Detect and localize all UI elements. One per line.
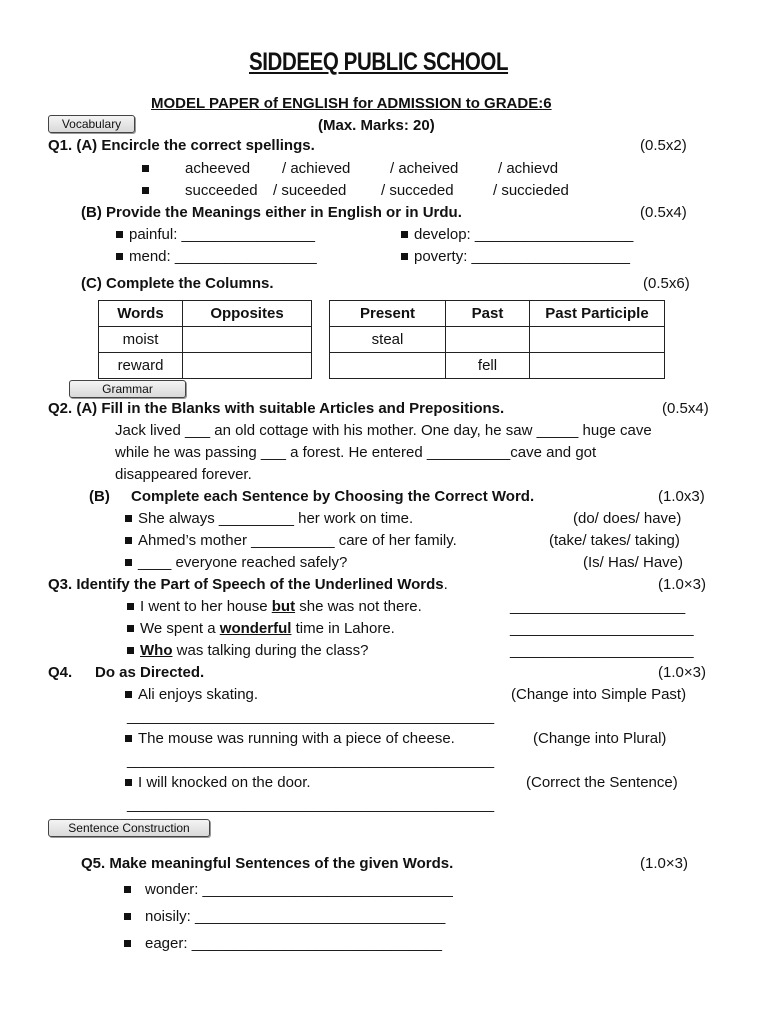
paper-title: MODEL PAPER of ENGLISH for ADMISSION to GRADE:6 — [151, 95, 552, 112]
bullet-icon — [401, 231, 408, 238]
q2b-title: Complete each Sentence by Choosing the Correct Word. — [131, 488, 535, 505]
table-cell — [183, 327, 312, 353]
q5-title: Q5. Make meaningful Sentences of the given Words. — [81, 855, 454, 872]
spelling-option: / succeded — [381, 182, 454, 199]
passage-line: Jack lived ___ an old cottage with his mother. One day, he saw _____ huge cave — [115, 422, 652, 439]
q1b-marks: (0.5x4) — [640, 204, 687, 221]
word-options: (do/ does/ have) — [573, 510, 682, 527]
table-header: Present — [330, 301, 446, 327]
sentence-word-item: eager: ______________________________ — [124, 935, 442, 952]
table-cell — [530, 353, 665, 379]
q1a-title: Q1. (A) Encircle the correct spellings. — [48, 137, 315, 154]
bullet-icon — [125, 735, 132, 742]
bullet-icon — [125, 779, 132, 786]
table-cell — [183, 353, 312, 379]
q1a-marks: (0.5x2) — [640, 137, 687, 154]
meaning-item: mend: _________________ — [116, 248, 317, 265]
vocabulary-tag: Vocabulary — [48, 115, 135, 133]
table-cell — [530, 327, 665, 353]
answer-line: ______________________ — [510, 642, 694, 659]
bullet-icon — [142, 165, 149, 172]
sentence-item: ____ everyone reached safely? — [125, 554, 347, 571]
sentence-item: She always _________ her work on time. — [125, 510, 413, 527]
q1b-title: (B) Provide the Meanings either in English or in Urdu. — [81, 204, 462, 221]
sentence-word-item: noisily: ______________________________ — [124, 908, 445, 925]
pos-item: We spent a wonderful time in Lahore. — [127, 620, 395, 637]
answer-line: _____________________ — [510, 598, 686, 615]
q2b-label: (B) — [89, 488, 110, 505]
spelling-option: succeeded — [185, 182, 258, 199]
answer-line: ____________________________________________ — [127, 752, 495, 769]
spelling-option: acheeved — [185, 160, 251, 177]
answer-line: ____________________________________________ — [127, 708, 495, 725]
q3-marks: (1.0×3) — [658, 576, 706, 593]
q1-row1 — [142, 160, 155, 177]
bullet-icon — [116, 231, 123, 238]
spelling-option: / acheived — [390, 160, 459, 177]
q1c-title: (C) Complete the Columns. — [81, 275, 274, 292]
table-cell: steal — [330, 327, 446, 353]
spelling-option: / succieded — [493, 182, 569, 199]
q2a-marks: (0.5x4) — [662, 400, 709, 417]
q1c-marks: (0.5x6) — [643, 275, 690, 292]
bullet-icon — [142, 187, 149, 194]
q5-marks: (1.0×3) — [640, 855, 688, 872]
bullet-icon — [124, 886, 131, 893]
word-options: (Is/ Has/ Have) — [583, 554, 684, 571]
opposites-table — [98, 300, 312, 379]
bullet-icon — [124, 913, 131, 920]
meaning-item: painful: ________________ — [116, 226, 315, 243]
spelling-option: / suceeded — [273, 182, 347, 199]
word-options: (take/ takes/ taking) — [549, 532, 680, 549]
table-cell: reward — [99, 353, 183, 379]
pos-item: I went to her house but she was not there. — [127, 598, 422, 615]
q4-marks: (1.0×3) — [658, 664, 706, 681]
pos-item: Who was talking during the class? — [127, 642, 368, 659]
table-cell — [330, 353, 446, 379]
bullet-icon — [125, 515, 132, 522]
direction: (Correct the Sentence) — [526, 774, 678, 791]
bullet-icon — [127, 647, 134, 654]
bullet-icon — [401, 253, 408, 260]
q2a-title: Q2. (A) Fill in the Blanks with suitable Articles and Prepositions. — [48, 400, 505, 417]
bullet-icon — [127, 625, 134, 632]
spelling-option: / achievd — [498, 160, 559, 177]
q1-row2 — [142, 182, 155, 199]
table-cell: fell — [446, 353, 530, 379]
school-title: SIDDEEQ PUBLIC SCHOOL — [249, 48, 509, 76]
answer-line: ______________________ — [510, 620, 694, 637]
table-header: Words — [99, 301, 183, 327]
table-cell — [446, 327, 530, 353]
q4-title: Do as Directed. — [95, 664, 205, 681]
bullet-icon — [124, 940, 131, 947]
meaning-item: poverty: ___________________ — [401, 248, 630, 265]
sentence-word-item: wonder: ______________________________ — [124, 881, 453, 898]
sentence-construction-tag: Sentence Construction — [48, 819, 210, 837]
bullet-icon — [125, 537, 132, 544]
table-cell: moist — [99, 327, 183, 353]
directed-item: Ali enjoys skating. — [125, 686, 258, 703]
table-header: Past Participle — [530, 301, 665, 327]
q3-title: Q3. Identify the Part of Speech of the Underlined Words. — [48, 576, 448, 593]
passage-line: disappeared forever. — [115, 466, 252, 483]
table-header: Past — [446, 301, 530, 327]
verb-forms-table — [329, 300, 665, 379]
meaning-item: develop: ___________________ — [401, 226, 633, 243]
table-header: Opposites — [183, 301, 312, 327]
bullet-icon — [127, 603, 134, 610]
answer-line: ____________________________________________ — [127, 796, 495, 813]
q4-label: Q4. — [48, 664, 73, 681]
q2b-marks: (1.0x3) — [658, 488, 705, 505]
spelling-option: / achieved — [282, 160, 351, 177]
directed-item: The mouse was running with a piece of cheese. — [125, 730, 455, 747]
bullet-icon — [125, 691, 132, 698]
sentence-item: Ahmed’s mother __________ care of her family. — [125, 532, 457, 549]
direction: (Change into Simple Past) — [511, 686, 687, 703]
passage-line: while he was passing ___ a forest. He entered __________cave and got — [115, 444, 597, 461]
grammar-tag: Grammar — [69, 380, 186, 398]
direction: (Change into Plural) — [533, 730, 667, 747]
max-marks: (Max. Marks: 20) — [318, 117, 435, 134]
bullet-icon — [116, 253, 123, 260]
bullet-icon — [125, 559, 132, 566]
directed-item: I will knocked on the door. — [125, 774, 311, 791]
